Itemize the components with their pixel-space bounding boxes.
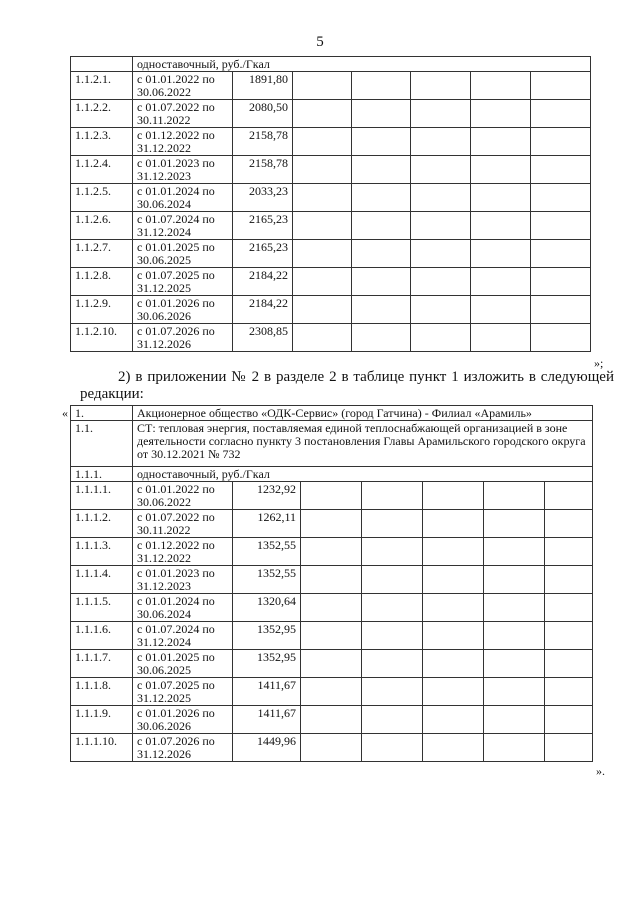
row-number: 1.1.1.9. — [71, 706, 133, 734]
empty-cell — [301, 482, 362, 510]
empty-cell — [411, 212, 471, 240]
tariff-value: 2080,50 — [233, 100, 293, 128]
tariff-value: 1352,55 — [233, 566, 301, 594]
table-row — [71, 538, 593, 566]
empty-cell — [545, 650, 593, 678]
amendment-paragraph — [80, 369, 614, 403]
page-number: 5 — [316, 34, 324, 50]
empty-cell — [293, 296, 352, 324]
row-number: 1.1.2.10. — [71, 324, 133, 352]
empty-cell — [471, 268, 531, 296]
empty-cell — [411, 100, 471, 128]
tariff-value: 1320,64 — [233, 594, 301, 622]
period-cell: с 01.07.2025 по 31.12.2025 — [133, 268, 233, 296]
row-number: 1. — [71, 406, 133, 421]
empty-cell — [484, 622, 545, 650]
empty-cell — [423, 482, 484, 510]
empty-cell — [411, 268, 471, 296]
empty-cell — [362, 650, 423, 678]
empty-cell — [293, 184, 352, 212]
period-cell: с 01.01.2024 по 30.06.2024 — [133, 594, 233, 622]
empty-cell — [471, 156, 531, 184]
empty-cell — [545, 538, 593, 566]
empty-cell — [411, 324, 471, 352]
period-cell: с 01.01.2023 по 31.12.2023 — [133, 566, 233, 594]
empty-cell — [362, 538, 423, 566]
empty-cell — [531, 212, 591, 240]
empty-cell — [531, 156, 591, 184]
paragraph-line: 2) в приложении № 2 в разделе 2 в таблице пункт 1 изложить в следующей — [118, 369, 614, 385]
row-number: 1.1.1.10. — [71, 734, 133, 762]
empty-cell — [545, 622, 593, 650]
empty-cell — [471, 100, 531, 128]
tariff-value: 1411,67 — [233, 706, 301, 734]
empty-cell — [352, 324, 411, 352]
empty-cell — [484, 678, 545, 706]
tariff-value: 1352,95 — [233, 650, 301, 678]
empty-cell — [352, 128, 411, 156]
empty-cell — [301, 538, 362, 566]
tariff-value: 1352,55 — [233, 538, 301, 566]
organization-row — [71, 406, 593, 421]
table-row — [71, 324, 591, 352]
empty-cell — [423, 622, 484, 650]
row-number: 1.1.1.8. — [71, 678, 133, 706]
table-row — [71, 212, 591, 240]
empty-cell — [484, 566, 545, 594]
empty-cell — [411, 128, 471, 156]
empty-cell — [471, 296, 531, 324]
service-row — [71, 421, 593, 467]
tariff-value: 2184,22 — [233, 296, 293, 324]
period-cell: с 01.12.2022 по 31.12.2022 — [133, 538, 233, 566]
period-cell: с 01.01.2026 по 30.06.2026 — [133, 706, 233, 734]
period-cell: с 01.01.2023 по 31.12.2023 — [133, 156, 233, 184]
tariff-value: 2158,78 — [233, 156, 293, 184]
organization-name: Акционерное общество «ОДК-Сервис» (город Гатчина) - Филиал «Арамиль» — [133, 406, 593, 421]
empty-cell — [484, 538, 545, 566]
tariff-value: 2033,23 — [233, 184, 293, 212]
row-number: 1.1.1.1. — [71, 482, 133, 510]
row-number: 1.1.2.7. — [71, 240, 133, 268]
empty-cell — [531, 100, 591, 128]
empty-cell — [301, 706, 362, 734]
period-cell: с 01.01.2022 по 30.06.2022 — [133, 72, 233, 100]
empty-cell — [545, 510, 593, 538]
empty-cell — [545, 594, 593, 622]
table-row — [71, 72, 591, 100]
table-row — [71, 268, 591, 296]
table-row — [71, 622, 593, 650]
row-number: 1.1.2.6. — [71, 212, 133, 240]
table-row — [71, 240, 591, 268]
period-cell: с 01.01.2022 по 30.06.2022 — [133, 482, 233, 510]
empty-cell — [362, 734, 423, 762]
empty-cell — [301, 510, 362, 538]
table-row — [71, 566, 593, 594]
tariff-value: 1262,11 — [233, 510, 301, 538]
empty-cell — [411, 72, 471, 100]
table-cell — [71, 57, 133, 72]
tariff-value: 1891,80 — [233, 72, 293, 100]
empty-cell — [484, 706, 545, 734]
period-cell: с 01.07.2026 по 31.12.2026 — [133, 734, 233, 762]
period-cell: с 01.07.2026 по 31.12.2026 — [133, 324, 233, 352]
empty-cell — [471, 240, 531, 268]
empty-cell — [362, 566, 423, 594]
period-cell: с 01.07.2024 по 31.12.2024 — [133, 622, 233, 650]
row-number: 1.1.2.4. — [71, 156, 133, 184]
row-number: 1.1.1.3. — [71, 538, 133, 566]
row-number: 1.1.2.9. — [71, 296, 133, 324]
empty-cell — [484, 510, 545, 538]
empty-cell — [411, 184, 471, 212]
empty-cell — [362, 706, 423, 734]
empty-cell — [293, 324, 352, 352]
closing-quote: ». — [596, 764, 605, 778]
empty-cell — [531, 324, 591, 352]
empty-cell — [545, 566, 593, 594]
tariff-value: 2158,78 — [233, 128, 293, 156]
row-number: 1.1. — [71, 421, 133, 467]
empty-cell — [352, 212, 411, 240]
paragraph-line: редакции: — [80, 386, 144, 402]
empty-cell — [293, 240, 352, 268]
tariff-value: 2184,22 — [233, 268, 293, 296]
empty-cell — [352, 240, 411, 268]
opening-quote: « — [62, 406, 68, 420]
table-row — [71, 184, 591, 212]
empty-cell — [352, 156, 411, 184]
row-number: 1.1.1.6. — [71, 622, 133, 650]
period-cell: с 01.07.2024 по 31.12.2024 — [133, 212, 233, 240]
empty-cell — [545, 482, 593, 510]
empty-cell — [293, 212, 352, 240]
empty-cell — [423, 510, 484, 538]
empty-cell — [352, 184, 411, 212]
empty-cell — [423, 650, 484, 678]
empty-cell — [423, 706, 484, 734]
empty-cell — [301, 622, 362, 650]
empty-cell — [545, 678, 593, 706]
empty-cell — [362, 678, 423, 706]
tariff-table — [70, 405, 593, 762]
row-number: 1.1.1.5. — [71, 594, 133, 622]
empty-cell — [471, 324, 531, 352]
tariff-value: 1232,92 — [233, 482, 301, 510]
empty-cell — [545, 706, 593, 734]
period-cell: с 01.12.2022 по 31.12.2022 — [133, 128, 233, 156]
empty-cell — [484, 594, 545, 622]
tariff-value: 1352,95 — [233, 622, 301, 650]
empty-cell — [423, 594, 484, 622]
table-row — [71, 594, 593, 622]
closing-quote: »; — [594, 356, 604, 370]
empty-cell — [471, 72, 531, 100]
period-cell: с 01.01.2026 по 30.06.2026 — [133, 296, 233, 324]
empty-cell — [531, 268, 591, 296]
empty-cell — [301, 734, 362, 762]
period-cell: с 01.07.2022 по 30.11.2022 — [133, 100, 233, 128]
empty-cell — [471, 128, 531, 156]
period-cell: с 01.01.2024 по 30.06.2024 — [133, 184, 233, 212]
empty-cell — [471, 184, 531, 212]
period-cell: с 01.07.2025 по 31.12.2025 — [133, 678, 233, 706]
table-row — [71, 482, 593, 510]
row-number: 1.1.1.4. — [71, 566, 133, 594]
empty-cell — [411, 240, 471, 268]
empty-cell — [352, 296, 411, 324]
tariff-table-continued — [70, 56, 591, 352]
empty-cell — [484, 482, 545, 510]
empty-cell — [352, 100, 411, 128]
empty-cell — [293, 100, 352, 128]
row-number: 1.1.2.3. — [71, 128, 133, 156]
table-row — [71, 510, 593, 538]
empty-cell — [362, 510, 423, 538]
empty-cell — [423, 566, 484, 594]
empty-cell — [531, 296, 591, 324]
empty-cell — [301, 650, 362, 678]
table-row — [71, 100, 591, 128]
empty-cell — [362, 594, 423, 622]
row-number: 1.1.2.1. — [71, 72, 133, 100]
empty-cell — [531, 240, 591, 268]
empty-cell — [293, 268, 352, 296]
table-row — [71, 650, 593, 678]
tariff-type-label: одноставочный, руб./Гкал — [133, 467, 593, 482]
table-row — [71, 734, 593, 762]
empty-cell — [352, 268, 411, 296]
row-number: 1.1.1. — [71, 467, 133, 482]
period-cell: с 01.01.2025 по 30.06.2025 — [133, 650, 233, 678]
empty-cell — [423, 734, 484, 762]
empty-cell — [293, 156, 352, 184]
tariff-value: 2165,23 — [233, 212, 293, 240]
empty-cell — [531, 72, 591, 100]
empty-cell — [531, 128, 591, 156]
table-row — [71, 156, 591, 184]
period-cell: с 01.07.2022 по 30.11.2022 — [133, 510, 233, 538]
empty-cell — [545, 734, 593, 762]
empty-cell — [471, 212, 531, 240]
empty-cell — [352, 72, 411, 100]
empty-cell — [411, 296, 471, 324]
service-description: СТ: тепловая энергия, поставляемая единой теплоснабжающей организацией в зоне деятельности согласно пункту 3 постановления Главы Арамильского городского округа от 30.12.2021 № 732 — [133, 421, 593, 467]
row-number: 1.1.1.2. — [71, 510, 133, 538]
period-cell: с 01.01.2025 по 30.06.2025 — [133, 240, 233, 268]
empty-cell — [293, 128, 352, 156]
empty-cell — [411, 156, 471, 184]
row-number: 1.1.2.2. — [71, 100, 133, 128]
empty-cell — [301, 566, 362, 594]
table-row — [71, 296, 591, 324]
empty-cell — [423, 678, 484, 706]
tariff-value: 2308,85 — [233, 324, 293, 352]
row-number: 1.1.1.7. — [71, 650, 133, 678]
empty-cell — [531, 184, 591, 212]
empty-cell — [484, 650, 545, 678]
tariff-value: 2165,23 — [233, 240, 293, 268]
tariff-value: 1411,67 — [233, 678, 301, 706]
table-row — [71, 128, 591, 156]
empty-cell — [423, 538, 484, 566]
empty-cell — [362, 482, 423, 510]
tariff-type-row — [71, 467, 593, 482]
table-header-row — [71, 57, 591, 72]
tariff-value: 1449,96 — [233, 734, 301, 762]
row-number: 1.1.2.5. — [71, 184, 133, 212]
empty-cell — [301, 594, 362, 622]
empty-cell — [484, 734, 545, 762]
row-number: 1.1.2.8. — [71, 268, 133, 296]
tariff-type-label: одноставочный, руб./Гкал — [133, 57, 591, 72]
empty-cell — [301, 678, 362, 706]
table-row — [71, 706, 593, 734]
table-row — [71, 678, 593, 706]
empty-cell — [293, 72, 352, 100]
empty-cell — [362, 622, 423, 650]
